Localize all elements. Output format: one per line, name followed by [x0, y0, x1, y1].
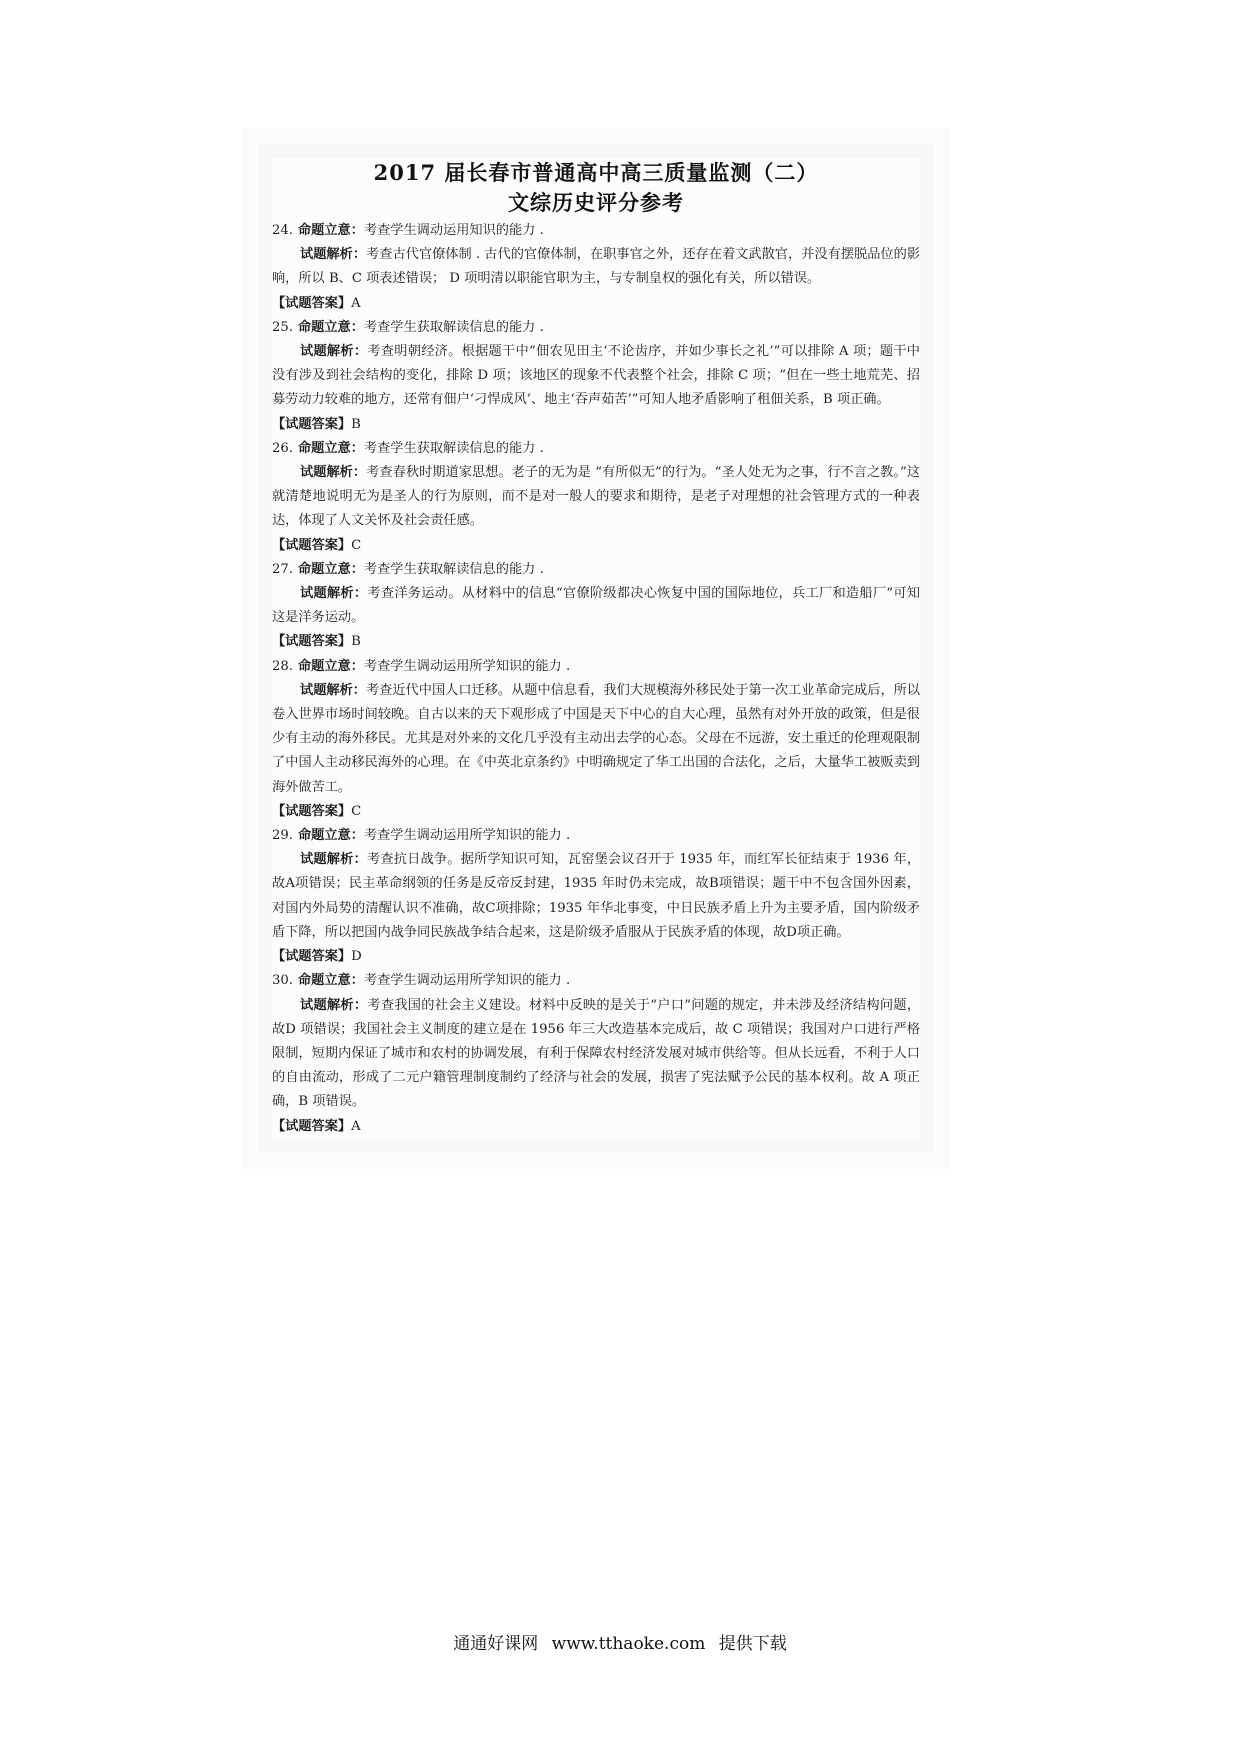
- answer-label: 【试题答案】: [272, 1118, 352, 1134]
- question-answer-line: [272, 413, 920, 437]
- question-analysis-paragraph: [272, 582, 920, 630]
- purpose-colon: ：: [350, 658, 364, 674]
- question-analysis: 考查春秋时期道家思想。老子的无为是 “有所似无”的行为。“圣人处无为之事，行不言之教。”这就清楚地说明无为是圣人的行为原则，而不是对一般人的要求和期待，是老子对理想的社会管理方式的一种表达，体现了人文关怀及社会责任感。: [272, 465, 921, 529]
- question-analysis-paragraph: [272, 848, 920, 945]
- answer-label: 【试题答案】: [272, 949, 352, 965]
- answer-label: 【试题答案】: [272, 537, 352, 553]
- question-block: [272, 219, 920, 316]
- purpose-colon: ：: [350, 319, 364, 335]
- question-analysis: 考查我国的社会主义建设。材料中反映的是关于“户口”问题的规定，并未涉及经济结构问题，故D 项错误；我国社会主义制度的建立是在 1956 年三大改造基本完成后，故 C 项错误；我国对户口进行严格限制，短期内保证了城市和农村的协调发展，有利于保障农村经济发展对城市供给等。但从长远看，不利于人口的自由流动，形成了二元户籍管理制度制约了经济与社会的发展，损害了宪法赋予公民的基本权利。故 A 项正确，B 项错误。: [272, 997, 921, 1110]
- question-answer: A: [351, 295, 361, 311]
- purpose-label: 命题立意: [298, 828, 351, 844]
- question-purpose: 考查学生调动运用所学知识的能力 .: [363, 658, 571, 674]
- question-block: [272, 558, 920, 655]
- question-analysis-paragraph: [272, 340, 920, 413]
- question-answer: C: [351, 537, 362, 553]
- question-answer: D: [351, 949, 362, 965]
- question-answer-line: [272, 945, 920, 969]
- question-analysis: 考查古代官僚体制 . 古代的官僚体制，在职事官之外，还存在着文武散官，并没有摆脱品位的影响，所以 B、C 项表述错误； D 项明清以职能官职为主，与专制皇权的强化有关，所以错误。: [272, 247, 921, 287]
- question-purpose: 考查学生调动运用所学知识的能力 .: [363, 973, 571, 989]
- question-purpose: 考查学生获取解读信息的能力 .: [363, 561, 544, 577]
- analysis-label: 试题解析: [300, 997, 354, 1013]
- analysis-colon: ：: [353, 997, 368, 1013]
- purpose-label: 命题立意: [298, 440, 351, 456]
- question-block: [272, 655, 920, 824]
- question-analysis: 考查抗日战争。据所学知识可知，瓦窑堡会议召开于 1935 年，而红军长征结束于 1936 年，故A项错误；民主革命纲领的任务是反帝反封建，1935 年时仍未完成，故B项错误；题干中不包含国外因素，对国内外局势的清醒认识不准确，故C项排除；1935 年华北事变，中日民族矛盾上升为主要矛盾，国内阶级矛盾下降，所以把国内战争同民族战争结合起来，这是阶级矛盾服从于民族矛盾的体现，故D项正确。: [272, 852, 921, 940]
- analysis-colon: ：: [352, 682, 366, 698]
- question-analysis: 考查洋务运动。从材料中的信息“官僚阶级都决心恢复中国的国际地位，兵工厂和造船厂”可知这是洋务运动。: [272, 586, 921, 626]
- page-footer: [0, 1629, 1240, 1654]
- analysis-label: 试题解析: [300, 586, 354, 602]
- question-answer-line: [272, 1115, 920, 1139]
- question-number: 27.: [272, 561, 293, 577]
- question-purpose: 考查学生调动运用所学知识的能力 .: [363, 828, 571, 844]
- question-answer-line: [272, 800, 920, 824]
- analysis-colon: ：: [352, 247, 367, 263]
- question-block: [272, 316, 920, 437]
- question-number: 29.: [272, 828, 293, 844]
- question-answer-line: [272, 630, 920, 654]
- question-analysis: 考查明朝经济。根据题干中“佃农见田主‘不论齿序，并如少事长之礼’”可以排除 A 项；题干中没有涉及到社会结构的变化，排除 D 项；该地区的现象不代表整个社会，排除 C 项；“但在一些土地荒芜、招募劳动力较难的地方，还常有佃户‘刁悍成风’、地主‘吞声茹苦’”可知人地矛盾影响了租佃关系，B 项正确。: [272, 344, 920, 408]
- question-number: 28.: [272, 658, 293, 674]
- question-analysis-paragraph: [272, 994, 920, 1115]
- answer-label: 【试题答案】: [272, 295, 352, 311]
- footer-url[interactable]: www.tthaoke.com: [551, 1634, 706, 1654]
- purpose-colon: ：: [350, 828, 364, 844]
- question-answer: B: [351, 634, 361, 650]
- document-subtitle: 文综历史评分参考: [508, 190, 684, 215]
- footer-suffix: 提供下载: [718, 1634, 787, 1654]
- question-purpose-line: [272, 655, 920, 679]
- answer-label: 【试题答案】: [272, 416, 352, 432]
- analysis-label: 试题解析: [300, 465, 353, 481]
- analysis-colon: ：: [353, 344, 368, 360]
- question-analysis-paragraph: [272, 461, 920, 534]
- question-purpose-line: [272, 437, 920, 461]
- question-block: [272, 437, 920, 558]
- analysis-label: 试题解析: [300, 344, 354, 360]
- question-analysis-paragraph: [272, 243, 920, 291]
- question-purpose: 考查学生获取解读信息的能力 .: [363, 440, 544, 456]
- question-number: 30.: [272, 973, 293, 989]
- purpose-colon: ：: [350, 440, 364, 456]
- question-number: 25.: [272, 319, 293, 335]
- question-analysis-paragraph: [272, 679, 920, 800]
- question-answer: B: [351, 416, 361, 432]
- question-purpose-line: [272, 824, 920, 848]
- purpose-label: 命题立意: [298, 973, 351, 989]
- analysis-label: 试题解析: [300, 852, 354, 868]
- analysis-label: 试题解析: [300, 247, 353, 263]
- analysis-colon: ：: [352, 465, 367, 481]
- analysis-colon: ：: [353, 586, 368, 602]
- purpose-colon: ：: [350, 973, 364, 989]
- question-purpose: 考查学生调动运用知识的能力 .: [363, 223, 544, 238]
- question-block: [272, 969, 920, 1138]
- purpose-colon: ：: [350, 223, 364, 238]
- question-purpose-line: [272, 219, 920, 243]
- purpose-label: 命题立意: [298, 223, 351, 238]
- purpose-colon: ：: [350, 561, 364, 577]
- question-answer: C: [351, 803, 362, 819]
- question-number: 24.: [272, 223, 293, 238]
- answer-label: 【试题答案】: [272, 803, 352, 819]
- question-purpose-line: [272, 969, 920, 993]
- question-purpose: 考查学生获取解读信息的能力 .: [363, 319, 544, 335]
- document-title: 2017 届长春市普通高中高三质量监测（二）: [373, 160, 819, 185]
- question-answer: A: [351, 1118, 361, 1134]
- purpose-label: 命题立意: [298, 319, 351, 335]
- question-purpose-line: [272, 558, 920, 582]
- question-answer-line: [272, 534, 920, 558]
- purpose-label: 命题立意: [298, 658, 351, 674]
- question-purpose-line: [272, 316, 920, 340]
- scanned-answer-sheet: [272, 158, 920, 1139]
- purpose-label: 命题立意: [298, 561, 351, 577]
- footer-site-name: 通通好课网: [453, 1634, 539, 1654]
- question-block: [272, 824, 920, 969]
- analysis-label: 试题解析: [300, 682, 353, 698]
- analysis-colon: ：: [353, 852, 367, 868]
- question-list: [272, 219, 920, 1139]
- answer-label: 【试题答案】: [272, 634, 352, 650]
- question-analysis: 考查近代中国人口迁移。从题中信息看，我们大规模海外移民处于第一次工业革命完成后，所以卷入世界市场时间较晚。自古以来的天下观形成了中国是天下中心的自大心理，虽然有对外开放的政策，但是很少有主动的海外移民。尤其是对外来的文化几乎没有主动出去学的心态。父母在不远游，安土重迁的伦理观限制了中国人主动移民海外的心理。在《中英北京条约》中明确规定了华工出国的合法化，之后，大量华工被贩卖到海外做苦工。: [272, 682, 921, 795]
- question-number: 26.: [272, 440, 293, 456]
- question-answer-line: [272, 292, 920, 316]
